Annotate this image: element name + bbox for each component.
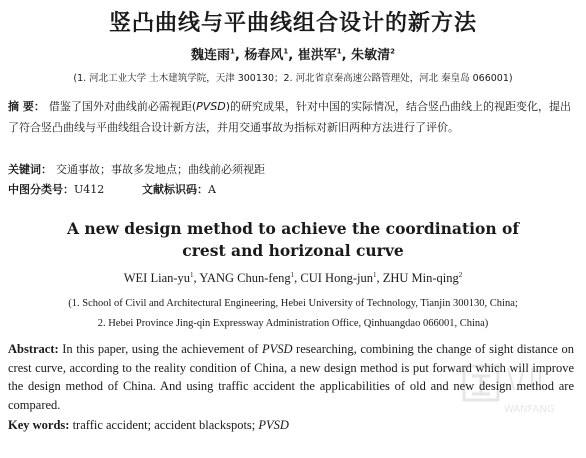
english-affiliation-line: (1. School of Civil and Architectural Engineering, Hebei University of Technology, Tianjin 300130, China; [68,298,518,309]
chinese-title: 竖凸曲线与平曲线组合设计的新方法 [108,11,477,36]
author-name: ZHU Min-qing [382,271,459,286]
chinese-authors: 魏连雨$^1$, 杨春风$^1$, 崔洪军$^1$, 朱敏清$^2$ [191,47,395,63]
english-abstract-label: Abstract: [8,342,59,356]
class-number-value: U412 [74,183,105,196]
author-name: 杨春风 [244,48,284,63]
english-title-line: A new design method to achieve the coordination of [66,219,520,238]
english-keywords-pvsd: PVSD [258,418,289,432]
author-name: 魏连雨 [191,48,231,63]
author-sup: 1 [283,47,289,56]
chinese-affiliation: (1. 河北工业大学 土木建筑学院，天津 300130；2. 河北省京秦高速公路管理处，河北 秦皇岛 066001) [73,73,513,84]
english-keywords-text: traffic accident; accident blackspots; [69,418,259,432]
document-code-value: A [207,183,216,196]
watermark-text: WANFANG [504,404,555,415]
author-sup: 2 [458,271,463,279]
english-abstract-text: In this paper, using the achievement of [58,342,262,356]
author-name: CUI Hong-jun [300,271,373,286]
author-name: 朱敏清 [351,48,391,63]
author-name: YANG Chun-feng [199,271,291,286]
english-abstract-text: researching, combining the change of sight distance on crest curve, according to the reality condition of China, a new design method is put forward which will improve the design method of China. And using traffic accident the applicabilities of old and new design method are compared. [8,342,574,412]
author-sup: 2 [390,47,395,56]
english-abstract-pvsd: PVSD [261,342,293,356]
author-name: WEI Lian-yu [123,271,191,286]
chinese-abstract-text: )的研究成果，针对中国的实际情况，结合竖凸曲线上的视距变化，提出了符合竖凸曲线与平曲线组合设计新方法，并用交通事故为指标对新旧两种方法进行了评价。 [8,100,572,134]
english-title [0,218,586,262]
chinese-abstract-label: 摘 要： [8,100,45,113]
english-affiliation [0,294,586,334]
wanfang-watermark-icon [462,360,582,420]
english-authors: WEI Lian-$yu^1$, YANG Chun-feng$^1$, CUI Hong-jun$^1$, ZHU Min-qing$^2$ [123,271,463,286]
english-keywords [8,418,574,433]
author-sup: 1 [336,47,342,56]
chinese-keywords-label: 关键词： [8,163,52,176]
class-number-label: 中图分类号： [8,183,74,196]
document-code-label: 文献标识码： [141,183,208,196]
author-name: 崔洪军 [297,48,337,63]
author-sup: 1 [372,271,377,279]
chinese-abstract-text: 借鉴了国外对曲线前必需视距( [48,100,197,113]
chinese-abstract-pvsd: PVSD [196,100,226,113]
english-keywords-label: Key words: [8,418,70,432]
chinese-keywords [8,161,578,177]
chinese-abstract [8,96,578,138]
author-sup: 1 [190,271,194,279]
chinese-keywords-text: 交通事故；事故多发地点；曲线前必须视距 [56,163,265,176]
classification-line [8,181,578,197]
english-title-line: crest and horizonal curve [182,241,404,260]
author-sup: 1 [290,271,295,279]
author-sup: 1 [230,47,235,56]
english-affiliation-line: 2. Hebei Province Jing-qin Expressway Administration Office, Qinhuangdao 066001, China) [97,318,489,329]
